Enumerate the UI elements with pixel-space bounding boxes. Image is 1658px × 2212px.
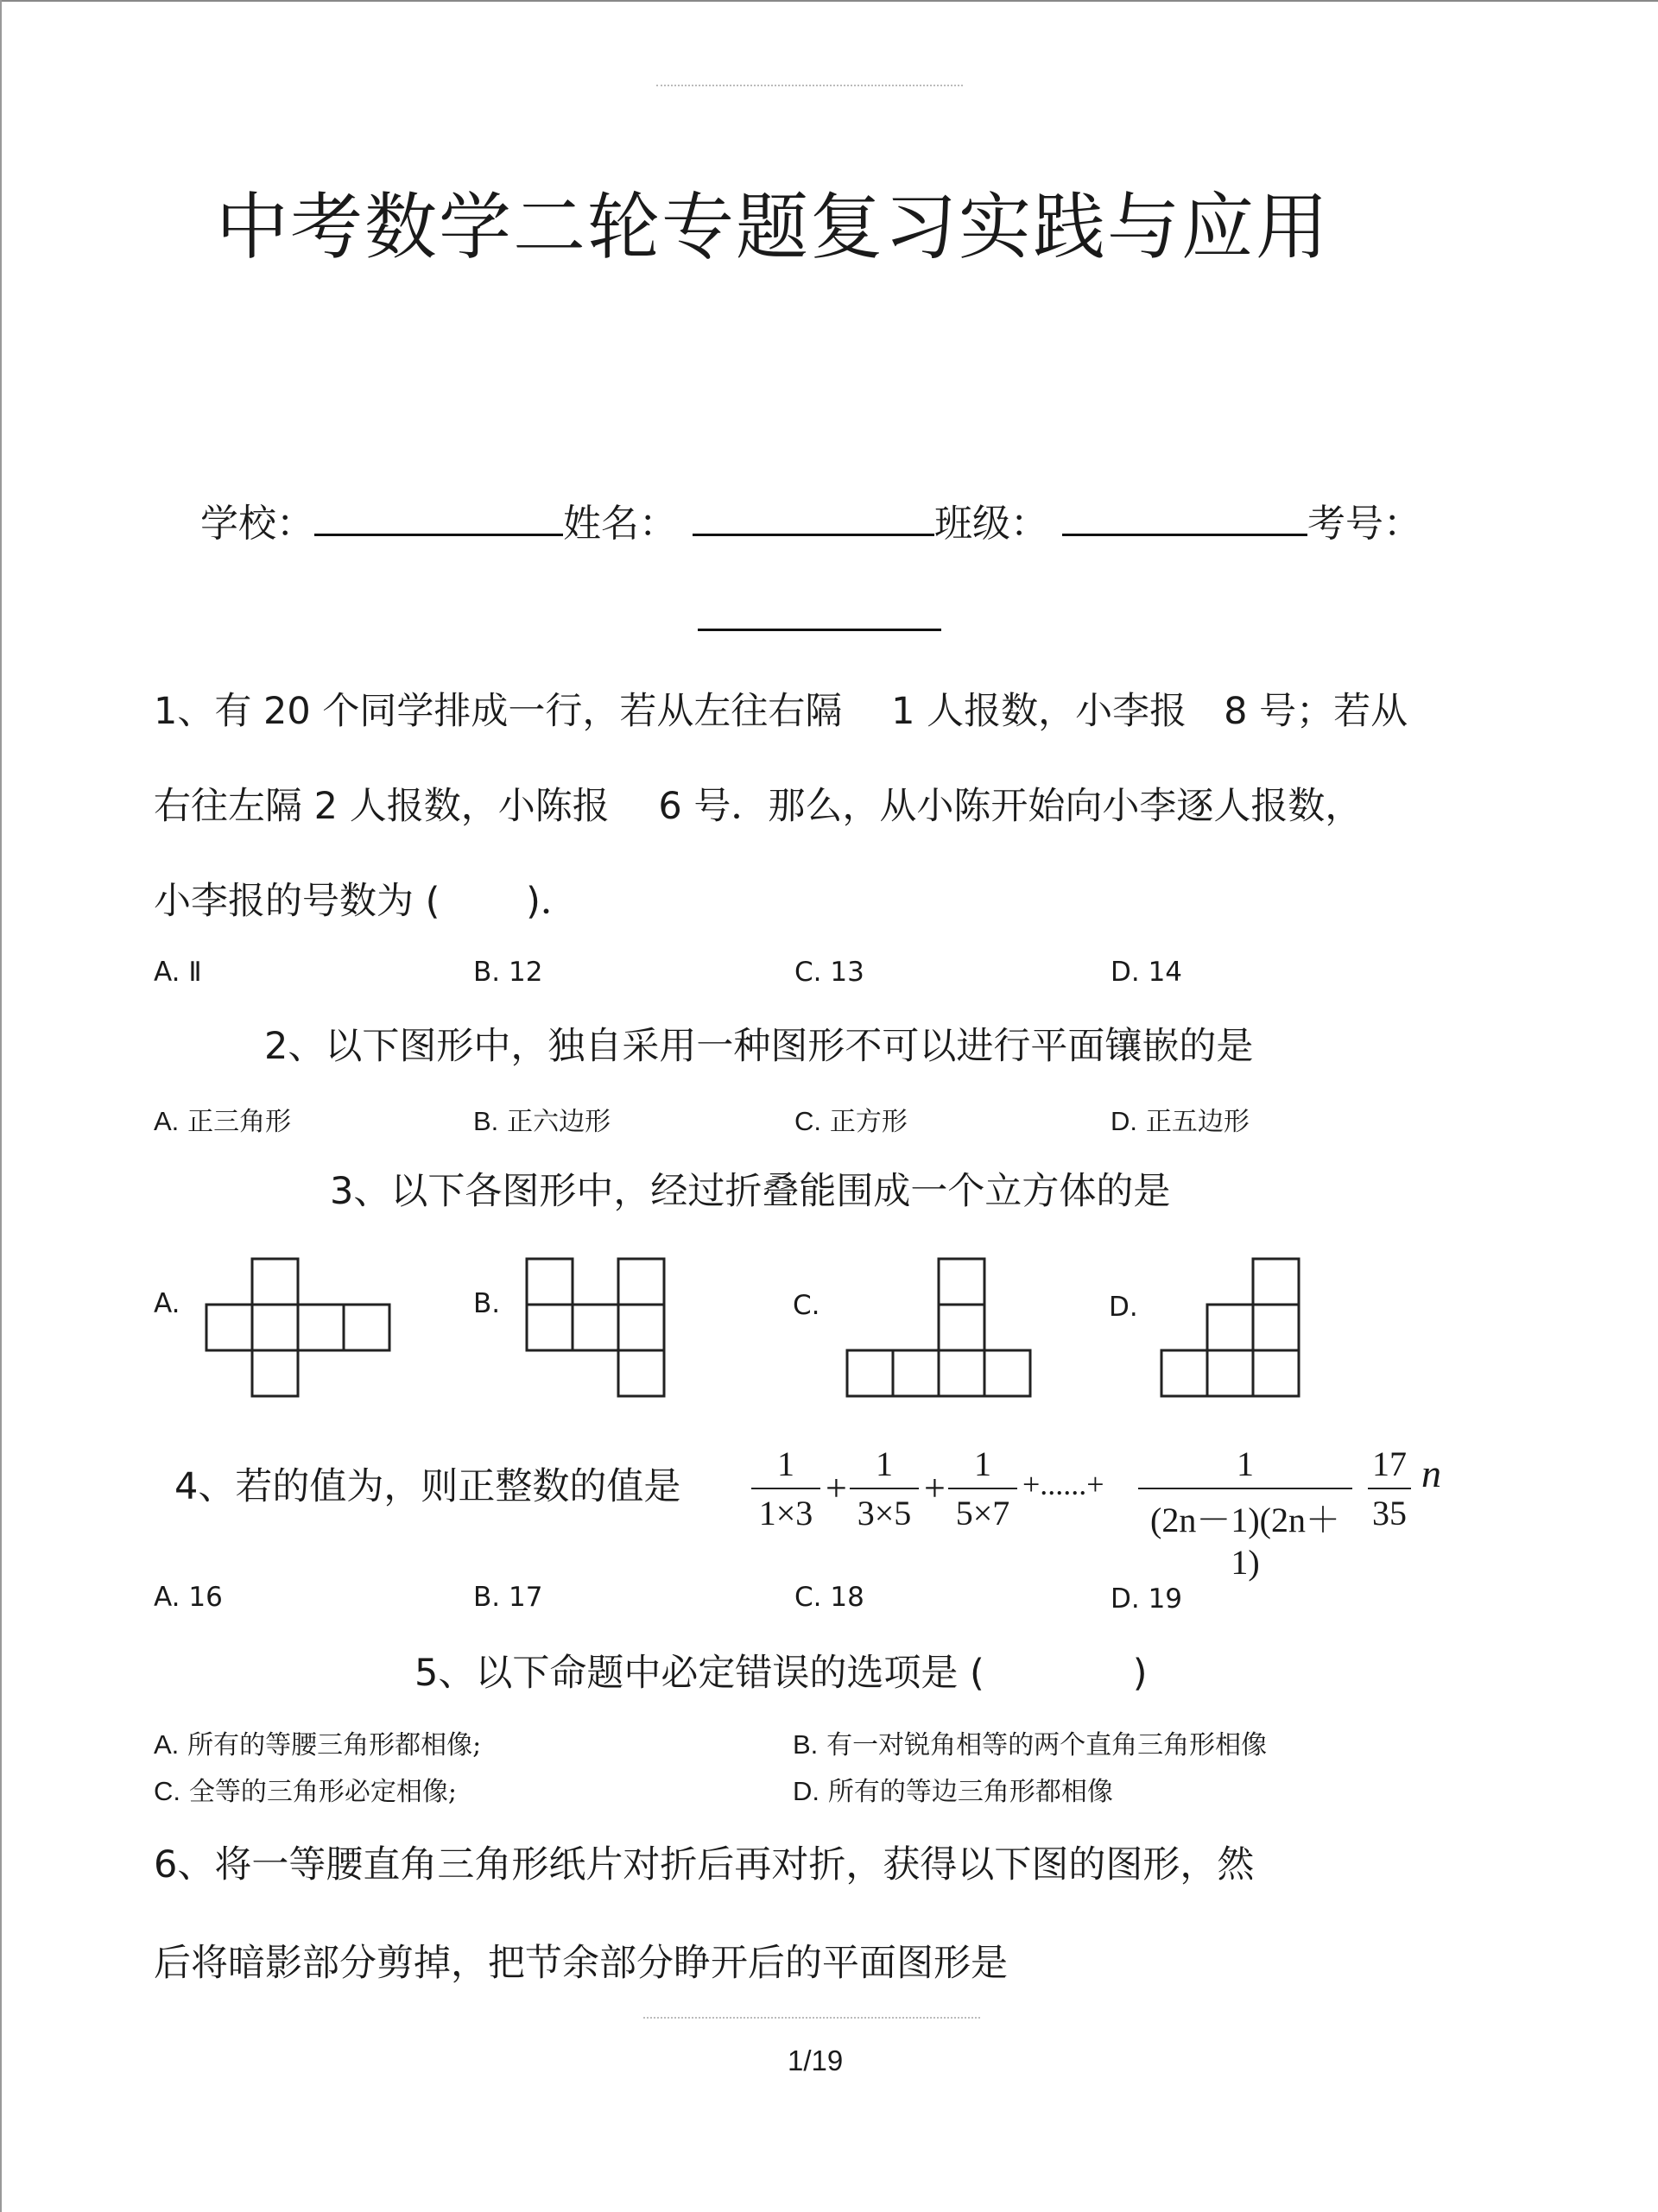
q4-formula <box>751 1444 1459 1582</box>
q2-option-c[interactable] <box>794 1100 908 1138</box>
q3-net-b[interactable] <box>524 1257 671 1406</box>
q3-net-a[interactable] <box>204 1257 394 1406</box>
field-label-class: 班级： <box>934 502 1048 546</box>
q3-option-c-label[interactable]: C. <box>793 1290 820 1321</box>
q5-stem: 5、以下命题中必定错误的选项是 ( ) <box>414 1652 1148 1695</box>
q5-option-b[interactable] <box>793 1723 1267 1761</box>
q2-option-b-text: 正六边形 <box>507 1107 611 1137</box>
info-fields <box>200 492 1421 547</box>
q1-line-3: 小李报的号数为 ( )． <box>154 880 578 923</box>
page-left-border <box>0 0 2 2212</box>
q4-term-3: 1 5×7 <box>948 1444 1017 1533</box>
q4-term-2: 1 3×5 <box>850 1444 919 1533</box>
class-blank[interactable] <box>1062 496 1307 536</box>
school-blank[interactable] <box>314 496 563 536</box>
field-label-school: 学校： <box>200 502 314 546</box>
q4-term-1: 1 1×3 <box>751 1444 820 1533</box>
q3-net-d[interactable] <box>1159 1257 1306 1406</box>
field-label-name: 姓名： <box>563 502 677 546</box>
q4-variable: n <box>1421 1451 1441 1495</box>
q3-option-d-label[interactable]: D. <box>1109 1292 1138 1323</box>
name-blank[interactable] <box>693 496 934 536</box>
q1-line-1: 1、有 20 个同学排成一行，若从左往右隔 1 人报数，小李报 8 号；若从 <box>154 690 1408 733</box>
q2-option-d-label: D. <box>1111 1106 1137 1136</box>
page-number: 1/19 <box>788 2045 844 2076</box>
q2-stem: 2、以下图形中，独自采用一种图形不可以进行平面镶嵌的是 <box>264 1025 1254 1068</box>
q1-option-c[interactable]: C. 13 <box>794 957 864 988</box>
q4-stem: 4、若的值为，则正整数的值是 <box>174 1465 681 1508</box>
q2-option-a[interactable] <box>154 1100 291 1138</box>
q2-option-a-label: A. <box>154 1106 180 1136</box>
q3-option-a-label[interactable]: A. <box>154 1288 180 1319</box>
q2-option-a-text: 正三角形 <box>187 1107 292 1137</box>
q1-line-2: 右往左隔 2 人报数，小陈报 6 号．那么，从小陈开始向小李逐人报数， <box>154 785 1363 828</box>
q2-option-b-label: B. <box>473 1106 499 1136</box>
q5-option-d[interactable] <box>793 1770 1113 1808</box>
header-rule <box>656 85 963 86</box>
q5-option-a[interactable] <box>154 1723 481 1761</box>
q5-option-b-text: 有一对锐角相等的两个直角三角形相像 <box>826 1730 1268 1760</box>
q5-option-c[interactable] <box>154 1770 457 1808</box>
page-top-border <box>0 0 1658 2</box>
q2-option-b[interactable] <box>473 1100 611 1138</box>
q5-option-a-label: A. <box>154 1729 180 1760</box>
q5-option-c-label: C. <box>154 1776 180 1806</box>
q4-option-a[interactable]: A. 16 <box>154 1582 223 1613</box>
q4-option-d[interactable]: D. 19 <box>1111 1583 1183 1615</box>
q5-option-d-text: 所有的等边三角形都相像 <box>827 1777 1113 1807</box>
field-label-id: 考号： <box>1307 502 1421 546</box>
page-title: 中考数学二轮专题复习实践与应用 <box>216 185 1331 269</box>
q6-line-1: 6、将一等腰直角三角形纸片对折后再对折，获得以下图的图形，然 <box>154 1843 1255 1887</box>
footer-rule <box>643 2017 980 2019</box>
q2-option-d-text: 正五边形 <box>1145 1107 1250 1137</box>
q5-option-c-text: 全等的三角形必定相像; <box>188 1777 457 1807</box>
q3-option-b-label[interactable]: B. <box>473 1288 501 1319</box>
q1-option-d[interactable]: D. 14 <box>1111 957 1183 988</box>
q4-option-b[interactable]: B. 17 <box>473 1582 543 1613</box>
q4-plus-2: + <box>924 1467 946 1509</box>
q6-line-2: 后将暗影部分剪掉，把节余部分睁开后的平面图形是 <box>154 1942 1008 1985</box>
q3-stem: 3、以下各图形中，经过折叠能围成一个立方体的是 <box>330 1170 1171 1213</box>
q4-ellipsis: +......+ <box>1022 1467 1104 1501</box>
q5-option-b-label: B. <box>793 1729 819 1760</box>
exam-id-blank[interactable] <box>698 596 941 631</box>
q1-option-a[interactable]: A. Ⅱ <box>154 957 202 988</box>
q1-option-b[interactable]: B. 12 <box>473 957 543 988</box>
q4-option-c[interactable]: C. 18 <box>794 1582 864 1613</box>
q5-option-d-label: D. <box>793 1776 820 1806</box>
q3-net-c[interactable] <box>845 1257 1036 1406</box>
q2-option-d[interactable] <box>1111 1100 1250 1138</box>
q4-plus-1: + <box>826 1467 847 1509</box>
q2-option-c-text: 正方形 <box>829 1107 908 1137</box>
q5-option-a-text: 所有的等腰三角形都相像; <box>187 1730 482 1760</box>
q4-term-general: 1 (2n－1)(2n＋1) <box>1138 1444 1352 1583</box>
q4-value: 17 35 <box>1368 1444 1411 1533</box>
q2-option-c-label: C. <box>794 1106 821 1136</box>
